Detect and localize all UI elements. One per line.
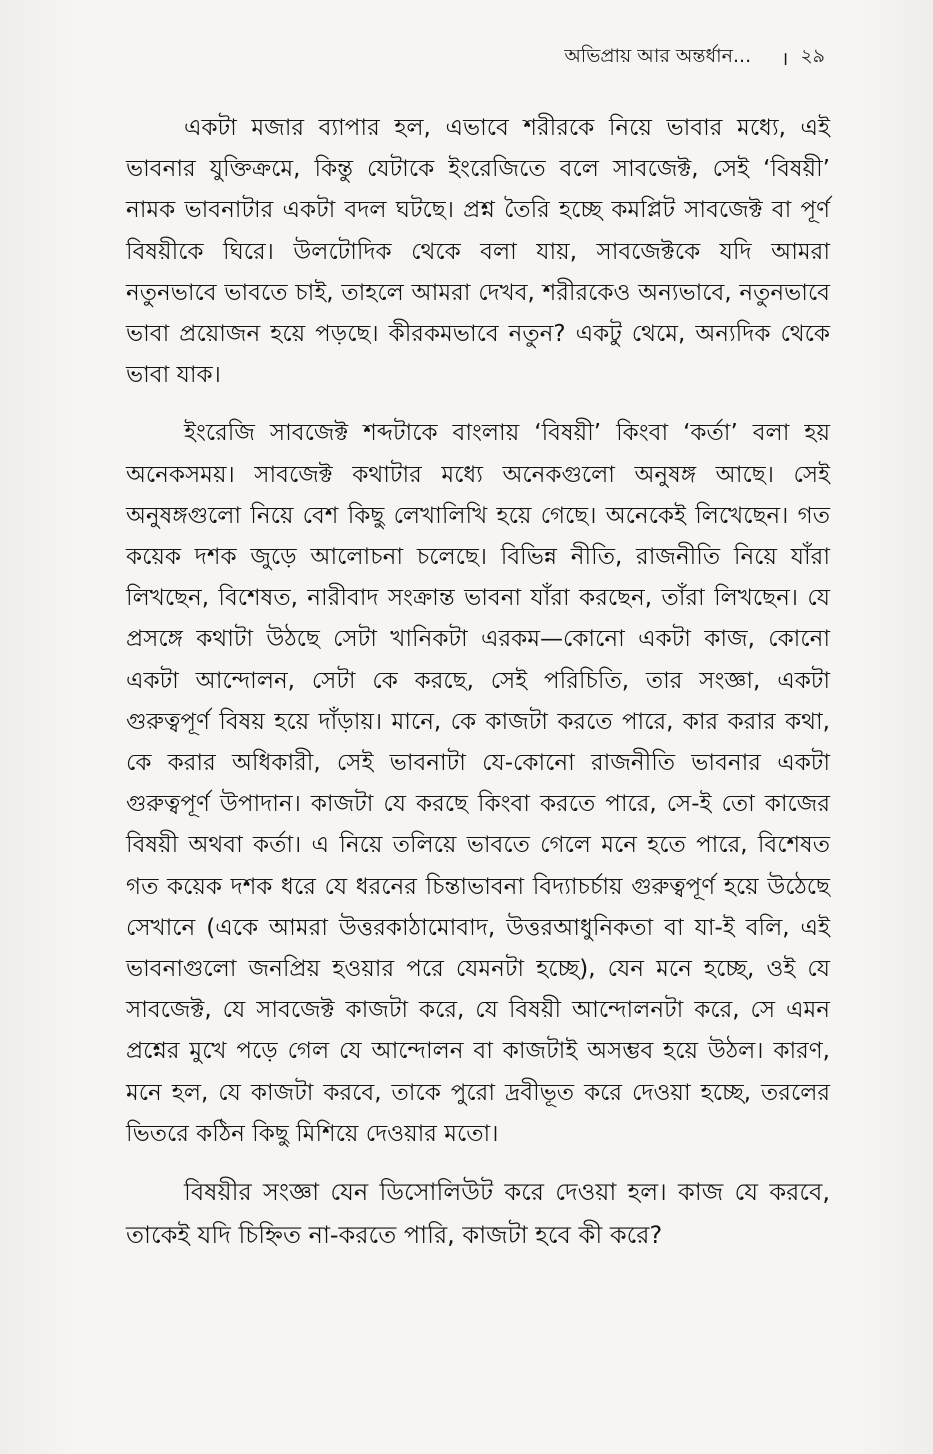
paragraph-3: বিষয়ীর সংজ্ঞা যেন ডিসোলিউট করে দেওয়া হল। কাজ যে করবে, তাকেই যদি চিহ্নিত না-করতে পারি, কাজটা হবে কী করে? <box>126 1178 830 1250</box>
body-text <box>126 108 830 1257</box>
running-head <box>564 42 825 74</box>
paragraph-1: একটা মজার ব্যাপার হল, এভাবে শরীরকে নিয়ে ভাবার মধ্যে, এই ভাবনার যুক্তিক্রমে, কিন্তু যেটাকে ইংরেজিতে বলে সাবজেক্ট, সেই ‘বিষয়ী’ নামক ভাবনাটার একটা বদল ঘটছে। প্রশ্ন তৈরি হচ্ছে কমপ্লিট সাবজেক্ট বা পূর্ণ বিষয়ীকে ঘিরে। উলটোদিক থেকে বলা যায়, সাবজেক্টকে যদি আমরা নতুনভাবে ভাবতে চাই, তাহলে আমরা দেখব, শরীরকেও অন্যভাবে, নতুনভাবে ভাবা প্রয়োজন হয়ে পড়ছে। কীরকমভাবে নতুন? একটু থেমে, অন্যদিক থেকে ভাবা যাক। <box>126 115 830 389</box>
page-number: ২৯ <box>800 45 825 67</box>
chapter-title: অভিপ্রায় আর অন্তর্ধান... <box>564 45 752 67</box>
header-separator: । <box>781 48 789 70</box>
paragraph-2: ইংরেজি সাবজেক্ট শব্দটাকে বাংলায় ‘বিষয়ী’ কিংবা ‘কর্তা’ বলা হয় অনেকসময়। সাবজেক্ট কথাটার মধ্যে অনেকগুলো অনুষঙ্গ আছে। সেই অনুষঙ্গগুলো নিয়ে বেশ কিছু লেখালিখি হয়ে গেছে। অনেকেই লিখেছেন। গত কয়েক দশক জুড়ে আলোচনা চলেছে। বিভিন্ন নীতি, রাজনীতি নিয়ে যাঁরা লিখছেন, বিশেষত, নারীবাদ সংক্রান্ত ভাবনা যাঁরা করছেন, তাঁরা লিখছেন। যে প্রসঙ্গে কথাটা উঠছে সেটা খানিকটা এরকম—কোনো একটা কাজ, কোনো একটা আন্দোলন, সেটা কে করছে, সেই পরিচিতি, তার সংজ্ঞা, একটা গুরুত্বপূর্ণ বিষয় হয়ে দাঁড়ায়। মানে, কে কাজটা করতে পারে, কার করার কথা, কে করার অধিকারী, সেই ভাবনাটা যে-কোনো রাজনীতি ভাবনার একটা গুরুত্বপূর্ণ উপাদান। কাজটা যে করছে কিংবা করতে পারে, সে-ই তো কাজের বিষয়ী অথবা কর্তা। এ নিয়ে তলিয়ে ভাবতে গেলে মনে হতে পারে, বিশেষত গত কয়েক দশক ধরে যে ধরনের চিন্তাভাবনা বিদ্যাচর্চায় গুরুত্বপূর্ণ হয়ে উঠেছে সেখানে (একে আমরা উত্তরকাঠামোবাদ, উত্তরআধুনিকতা বা যা-ই বলি, এই ভাবনাগুলো জনপ্রিয় হওয়ার পরে যেমনটা হচ্ছে), যেন মনে হচ্ছে, ওই যে সাবজেক্ট, যে সাবজেক্ট কাজটা করে, যে বিষয়ী আন্দোলনটা করে, সে এমন প্রশ্নের মুখে পড়ে গেল যে আন্দোলন বা কাজটাই অসম্ভব হয়ে উঠল। কারণ, মনে হল, যে কাজটা করবে, তাকে পুরো দ্রবীভূত করে দেওয়া হচ্ছে, তরলের ভিতরে কঠিন কিছু মিশিয়ে দেওয়ার মতো। <box>126 420 830 1147</box>
